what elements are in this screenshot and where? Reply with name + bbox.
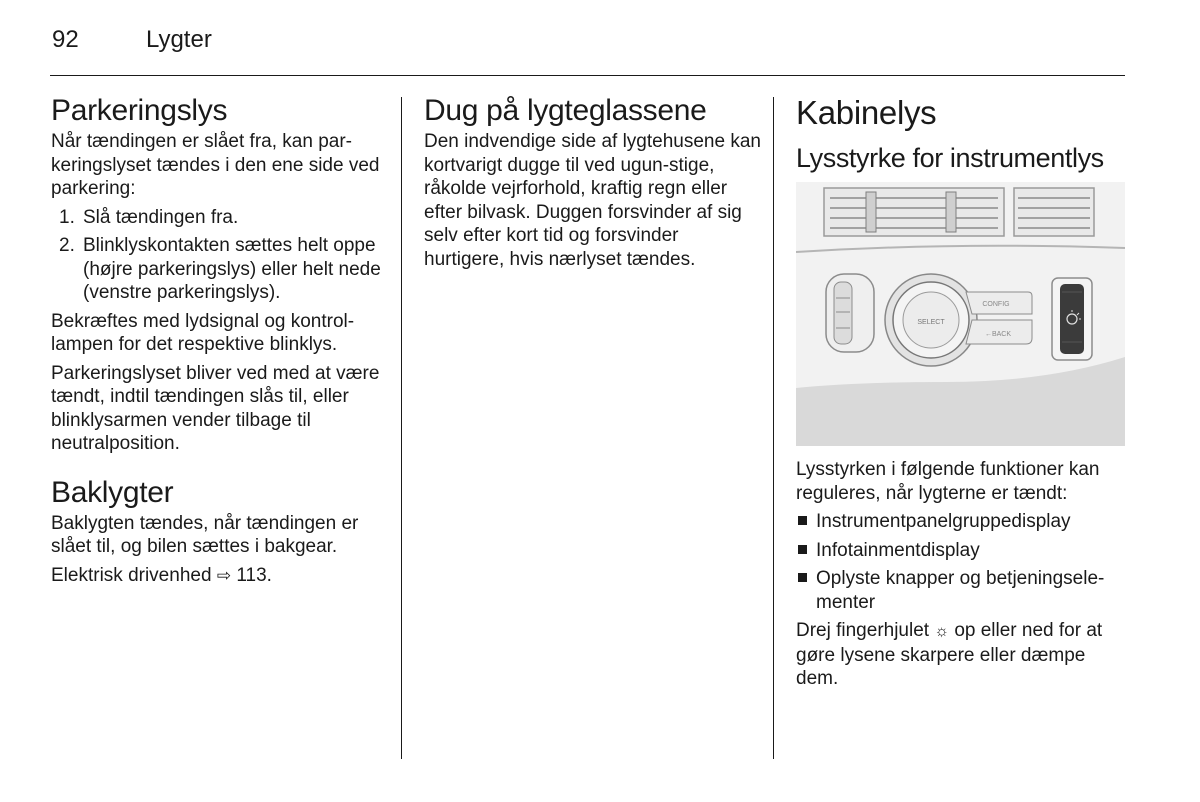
list-item (796, 539, 1125, 563)
bullet-icon (798, 545, 807, 554)
list-item (51, 234, 386, 305)
list-item-text: Instrumentpanelgruppedisplay (816, 511, 1071, 532)
thumbwheel-text-after: op eller ned for at gøre lysene skarpere eller dæmpe dem. (796, 620, 1103, 689)
step-number: 2. (59, 235, 75, 256)
xref-page[interactable]: 113. (236, 564, 272, 586)
config-label: CONFIG (982, 301, 1010, 308)
chapter-title: Lygter (146, 26, 212, 53)
parking-stays-on-text: Parkeringslyset bliver ved med at være tændt, indtil tændingen slås til, eller blinklysarmen vender tilbage til neutralposition. (51, 362, 380, 454)
list-item (796, 510, 1125, 534)
electric-drive-reference (51, 564, 386, 588)
cabin-lights-heading: Kabinelys (796, 94, 937, 131)
brightness-functions-list (796, 510, 1125, 614)
parking-lights-intro: Når tændingen er slået fra, kan par-keringslyset tændes i den ene side ved parkering: (51, 131, 380, 199)
step-text: Slå tændingen fra. (83, 206, 239, 228)
parking-steps-list (51, 206, 386, 305)
confirmation-text: Bekræftes med lydsignal og kontrol-lampen for det respektive blinklys. (51, 310, 355, 355)
list-item (796, 567, 1125, 614)
bullet-icon (798, 573, 807, 582)
list-item-text: Oplyste knapper og betjeningsele-menter (816, 568, 1105, 613)
column-left (51, 94, 386, 592)
column-middle (424, 94, 762, 276)
step-number: 1. (59, 206, 75, 228)
column-right (796, 94, 1125, 696)
list-item-text: Infotainmentdisplay (816, 539, 980, 561)
header-rule (50, 75, 1125, 76)
electric-drive-label: Elektrisk drivenhed (51, 564, 212, 586)
instrument-panel-figure (796, 182, 1125, 446)
reverse-lights-text: Baklygten tændes, når tændingen er slået til, og bilen sættes i bakgear. (51, 512, 359, 557)
back-label: ←BACK (984, 331, 1012, 338)
page-number: 92 (52, 26, 79, 53)
thumbwheel-instruction (796, 619, 1125, 691)
reverse-lights-heading: Baklygter (51, 475, 174, 509)
column-divider-2 (773, 97, 774, 759)
thumbwheel-icon: ☼ (934, 623, 950, 640)
bullet-icon (798, 516, 807, 525)
brightness-intro: Lysstyrken i følgende funktioner kan reguleres, når lygterne er tændt: (796, 459, 1100, 504)
list-item (51, 206, 386, 230)
parking-lights-heading: Parkeringslys (51, 94, 228, 127)
fogging-heading: Dug på lygteglassene (424, 94, 707, 127)
column-divider-1 (401, 97, 402, 759)
instrument-brightness-heading: Lysstyrke for instrumentlys (796, 143, 1104, 173)
fogging-text: Den indvendige side af lygtehusene kan kortvarigt dugge til ved ugun-stige, råkolde vejrforhold, kraftig regn eller efter bilvask. Duggen forsvinder af sig selv efter kort tid og forsvinder hurtigere, hvis nærlyset tændes. (424, 131, 761, 270)
select-label: SELECT (917, 319, 945, 326)
step-text: Blinklyskontakten sættes helt oppe (højre parkeringslys) eller helt nede (venstre parkeringslys). (83, 235, 381, 303)
xref-arrow-icon: ⇨ (216, 565, 232, 585)
thumbwheel-text-before: Drej fingerhjulet (796, 620, 930, 641)
